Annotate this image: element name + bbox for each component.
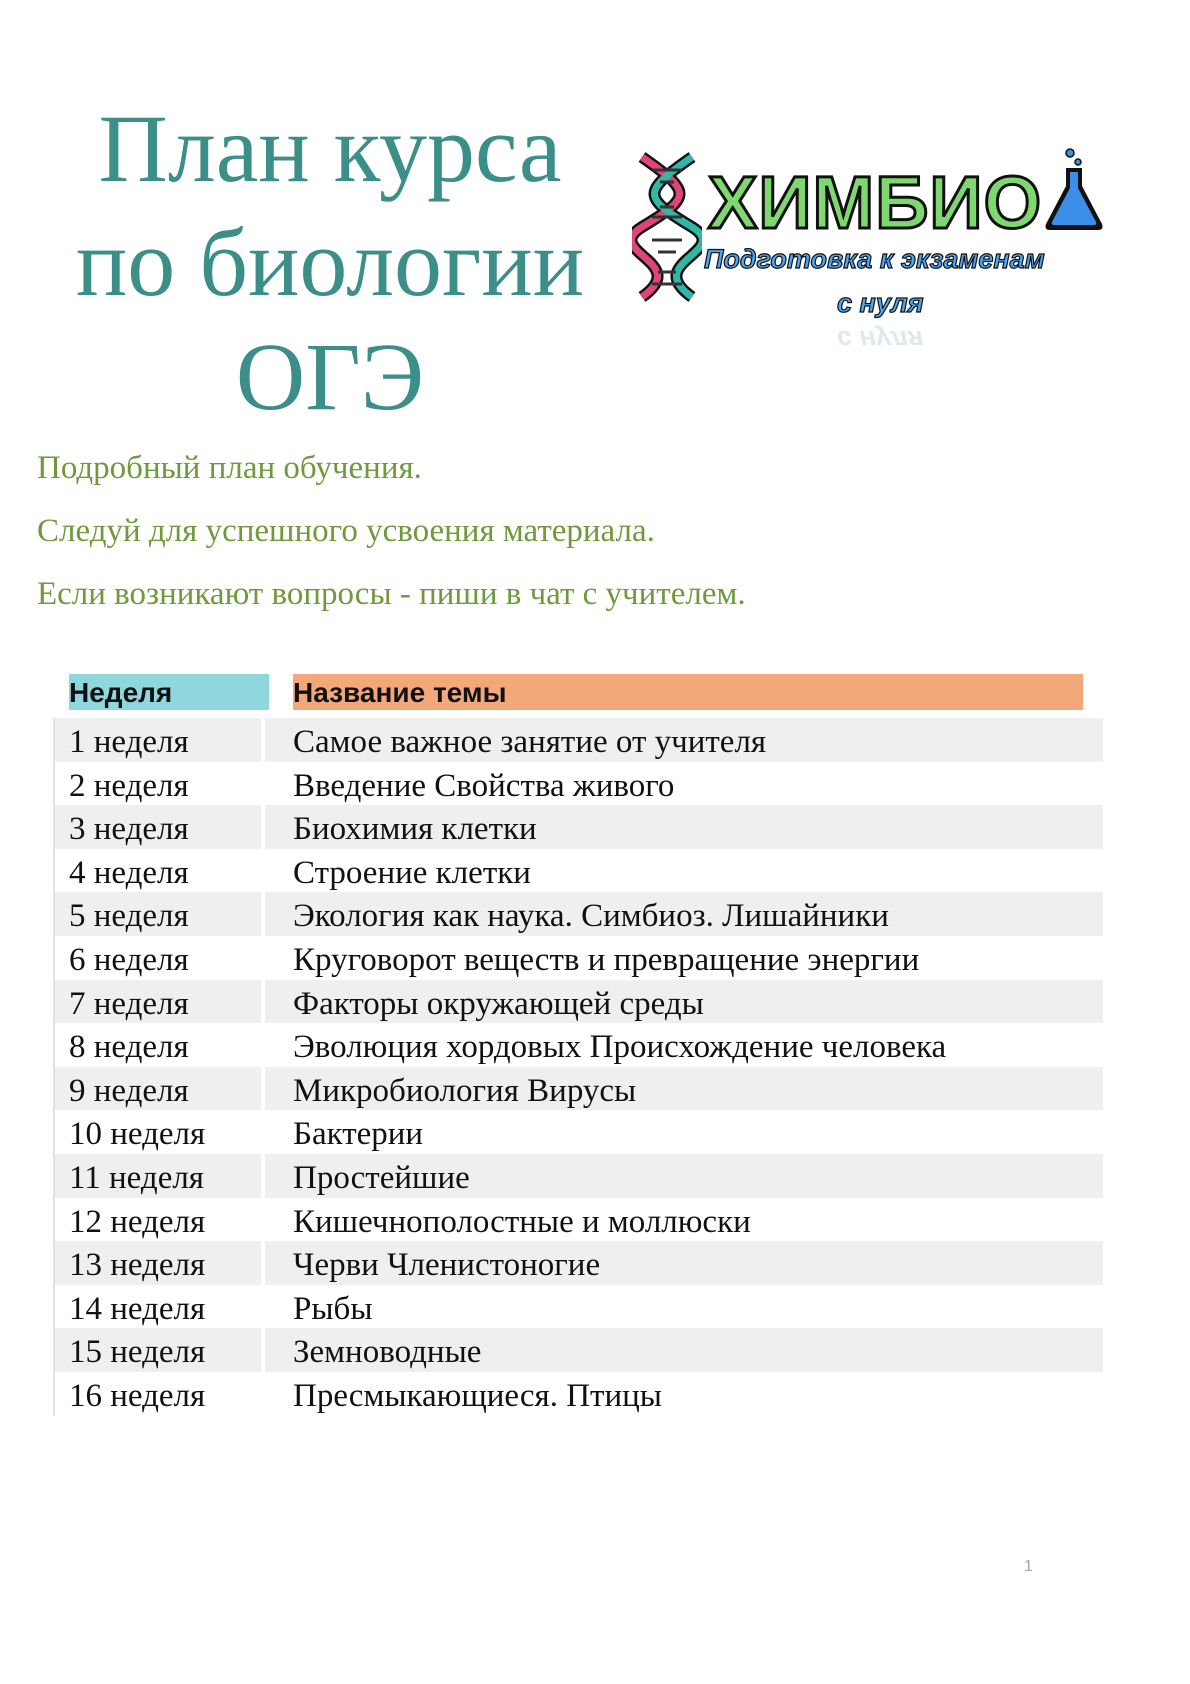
table-row xyxy=(53,718,1103,762)
topic-cell: Круговорот веществ и превращение энергии xyxy=(293,941,920,978)
week-cell: 16 неделя xyxy=(53,1372,261,1416)
topic-cell: Бактерии xyxy=(293,1116,424,1153)
title-line-1: План курса xyxy=(98,95,562,202)
week-cell: 15 неделя xyxy=(53,1328,261,1372)
himbio-logo xyxy=(632,148,1132,408)
topic-cell: Экология как наука. Симбиоз. Лишайники xyxy=(265,892,1103,936)
week-cell: 10 неделя xyxy=(53,1110,261,1154)
week-cell: 7 неделя xyxy=(53,980,261,1024)
table-row xyxy=(53,1328,1103,1372)
topic-cell: Кишечнополостные и моллюски xyxy=(293,1203,751,1240)
intro-line-2: Следуй для успешного усвоения материала. xyxy=(37,513,655,549)
week-cell: 11 неделя xyxy=(53,1154,261,1198)
week-cell: 14 неделя xyxy=(53,1285,261,1329)
table-header xyxy=(53,674,1103,710)
topic-cell: Введение Свойства живого xyxy=(293,767,675,804)
table-row xyxy=(53,762,1103,806)
table-row xyxy=(53,805,1103,849)
week-cell: 1 неделя xyxy=(53,718,261,762)
logo-subtitle-2: с нуля xyxy=(837,288,924,318)
week-cell: 12 неделя xyxy=(53,1198,261,1242)
topic-cell: Пресмыкающиеся. Птицы xyxy=(293,1377,662,1414)
week-cell: 2 неделя xyxy=(53,762,261,806)
course-plan-table xyxy=(53,674,1103,1414)
logo-reflection: с нуля xyxy=(837,325,924,355)
logo-wordmark: ХИМБИО xyxy=(708,161,1043,244)
week-cell: 8 неделя xyxy=(53,1023,261,1067)
page-number: 1 xyxy=(1024,1558,1033,1575)
topic-cell: Черви Членистоногие xyxy=(265,1241,1103,1285)
table-row xyxy=(53,980,1103,1024)
table-row xyxy=(53,1198,1103,1242)
intro-line-1: Подробный план обучения. xyxy=(37,450,422,486)
title-line-3: ОГЭ xyxy=(235,323,425,430)
table-row xyxy=(53,936,1103,980)
week-cell: 6 неделя xyxy=(53,936,261,980)
table-row xyxy=(53,849,1103,893)
dna-helix-icon xyxy=(632,152,702,302)
table-row xyxy=(53,892,1103,936)
table-row xyxy=(53,1154,1103,1198)
topic-cell: Микробиология Вирусы xyxy=(265,1067,1103,1111)
table-row xyxy=(53,1023,1103,1067)
topic-cell: Рыбы xyxy=(293,1290,373,1327)
column-header-week: Неделя xyxy=(69,674,269,710)
logo-subtitle: Подготовка к экзаменам xyxy=(704,244,1045,274)
week-cell: 9 неделя xyxy=(53,1067,261,1111)
table-row xyxy=(53,1241,1103,1285)
flask-icon xyxy=(1042,148,1106,234)
week-cell: 4 неделя xyxy=(53,849,261,893)
topic-cell: Простейшие xyxy=(265,1154,1103,1198)
title-line-2: по биологии xyxy=(75,209,585,316)
week-cell: 13 неделя xyxy=(53,1241,261,1285)
table-row xyxy=(53,1372,1103,1416)
intro-text xyxy=(37,437,746,626)
table-body xyxy=(53,718,1103,1416)
topic-cell: Эволюция хордовых Происхождение человека xyxy=(293,1029,947,1066)
topic-cell: Биохимия клетки xyxy=(265,805,1103,849)
table-row xyxy=(53,1067,1103,1111)
topic-cell: Факторы окружающей среды xyxy=(265,980,1103,1024)
week-cell: 3 неделя xyxy=(53,805,261,849)
table-row xyxy=(53,1110,1103,1154)
topic-cell: Строение клетки xyxy=(293,854,531,891)
column-header-topic: Название темы xyxy=(293,674,1083,710)
topic-cell: Самое важное занятие от учителя xyxy=(265,718,1103,762)
page-title xyxy=(0,92,660,434)
week-cell: 5 неделя xyxy=(53,892,261,936)
table-row xyxy=(53,1285,1103,1329)
topic-cell: Земноводные xyxy=(265,1328,1103,1372)
intro-line-3: Если возникают вопросы - пиши в чат с учителем. xyxy=(37,576,746,612)
